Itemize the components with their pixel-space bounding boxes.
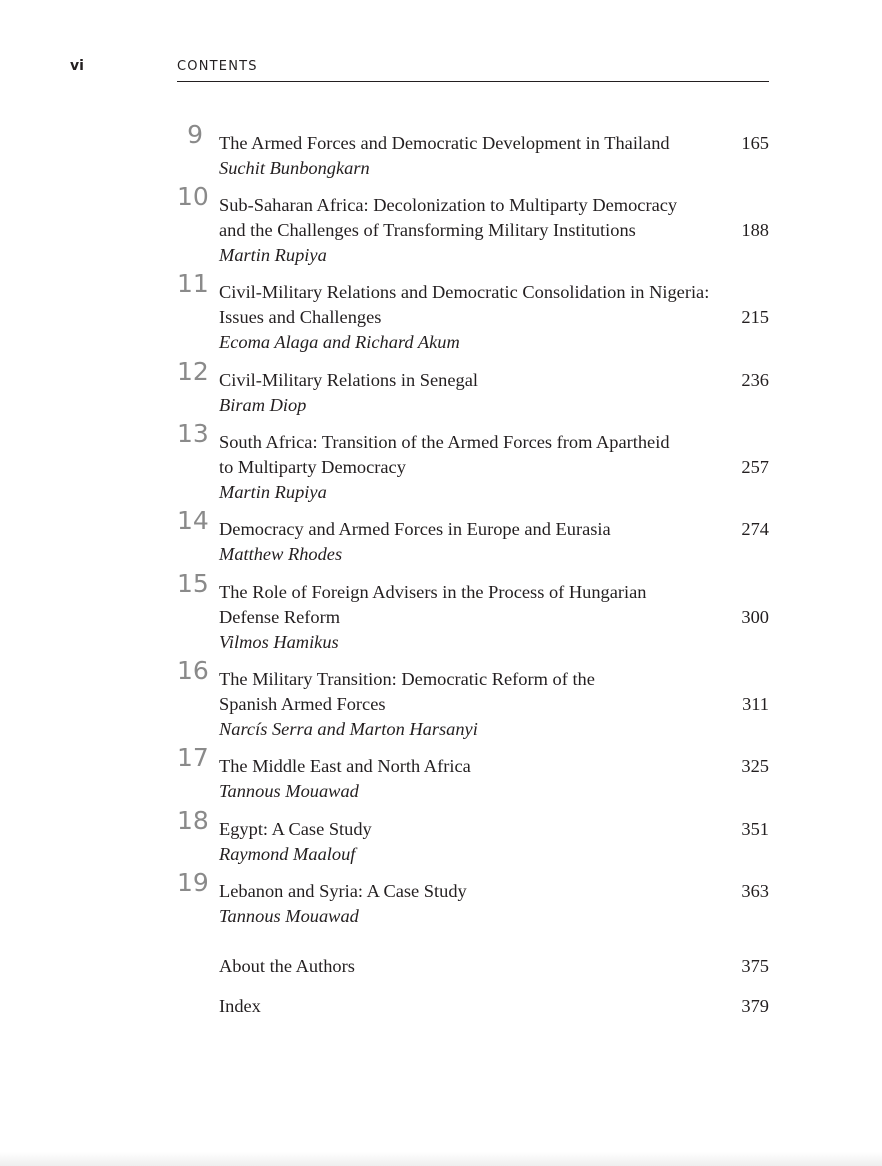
chapter-number: 16 bbox=[177, 656, 209, 685]
chapter-page-number: 311 bbox=[742, 694, 769, 714]
running-head: CONTENTS bbox=[177, 59, 258, 74]
chapter-page-number: 351 bbox=[741, 819, 769, 839]
chapter-author: Suchit Bunbongkarn bbox=[219, 158, 370, 178]
chapter-title-line: Democracy and Armed Forces in Europe and Eurasia bbox=[219, 519, 611, 539]
chapter-title-line: Defense Reform bbox=[219, 607, 341, 627]
chapter-author: Narcís Serra and Marton Harsanyi bbox=[219, 719, 478, 739]
chapter-title-line: The Armed Forces and Democratic Development in Thailand bbox=[219, 133, 670, 153]
chapter-title-line: Lebanon and Syria: A Case Study bbox=[219, 881, 467, 901]
chapter-author: Raymond Maalouf bbox=[219, 844, 356, 864]
chapter-title-line: Issues and Challenges bbox=[219, 307, 382, 327]
chapter-author: Matthew Rhodes bbox=[219, 544, 343, 564]
chapter-number: 18 bbox=[177, 806, 209, 835]
chapter-title-line: Civil-Military Relations and Democratic Consolidation in Nigeria: bbox=[219, 282, 710, 302]
chapter-title-line: Civil-Military Relations in Senegal bbox=[219, 370, 478, 390]
chapter-number: 19 bbox=[177, 868, 209, 897]
back-matter-page-number: 375 bbox=[741, 956, 769, 976]
chapter-number: 10 bbox=[177, 182, 209, 211]
chapter-author: Martin Rupiya bbox=[219, 482, 327, 502]
chapter-number: 12 bbox=[177, 357, 209, 386]
back-matter-title: About the Authors bbox=[219, 956, 355, 976]
chapter-number: 15 bbox=[177, 569, 209, 598]
chapter-title-line: Egypt: A Case Study bbox=[219, 819, 372, 839]
chapter-title-line: South Africa: Transition of the Armed Forces from Apartheid bbox=[219, 432, 670, 452]
page-bottom-shadow bbox=[0, 1152, 882, 1166]
back-matter-page-number: 379 bbox=[741, 996, 769, 1016]
chapter-title-line: and the Challenges of Transforming Military Institutions bbox=[219, 220, 636, 240]
chapter-page-number: 300 bbox=[741, 607, 769, 627]
chapter-page-number: 274 bbox=[741, 519, 769, 539]
back-matter-title: Index bbox=[219, 996, 261, 1016]
chapter-author: Tannous Mouawad bbox=[219, 781, 359, 801]
page-folio: vi bbox=[70, 58, 84, 74]
chapter-number: 9 bbox=[187, 120, 203, 149]
chapter-page-number: 363 bbox=[741, 881, 769, 901]
chapter-number: 13 bbox=[177, 419, 209, 448]
chapter-page-number: 236 bbox=[741, 370, 769, 390]
chapter-number: 11 bbox=[177, 269, 209, 298]
chapter-title-line: The Role of Foreign Advisers in the Process of Hungarian bbox=[219, 582, 647, 602]
chapter-author: Vilmos Hamikus bbox=[219, 632, 339, 652]
chapter-author: Ecoma Alaga and Richard Akum bbox=[219, 332, 460, 352]
chapter-title-line: The Military Transition: Democratic Reform of the bbox=[219, 669, 595, 689]
chapter-author: Biram Diop bbox=[219, 395, 307, 415]
chapter-page-number: 188 bbox=[741, 220, 769, 240]
chapter-page-number: 257 bbox=[741, 457, 769, 477]
chapter-title-line: Sub-Saharan Africa: Decolonization to Multiparty Democracy bbox=[219, 195, 678, 215]
chapter-title-line: Spanish Armed Forces bbox=[219, 694, 386, 714]
header-rule bbox=[177, 81, 769, 82]
chapter-page-number: 215 bbox=[741, 307, 769, 327]
chapter-number: 14 bbox=[177, 506, 209, 535]
chapter-author: Martin Rupiya bbox=[219, 245, 327, 265]
chapter-page-number: 165 bbox=[741, 133, 769, 153]
chapter-number: 17 bbox=[177, 743, 209, 772]
chapter-title-line: to Multiparty Democracy bbox=[219, 457, 406, 477]
chapter-page-number: 325 bbox=[741, 756, 769, 776]
chapter-author: Tannous Mouawad bbox=[219, 906, 359, 926]
chapter-title-line: The Middle East and North Africa bbox=[219, 756, 471, 776]
